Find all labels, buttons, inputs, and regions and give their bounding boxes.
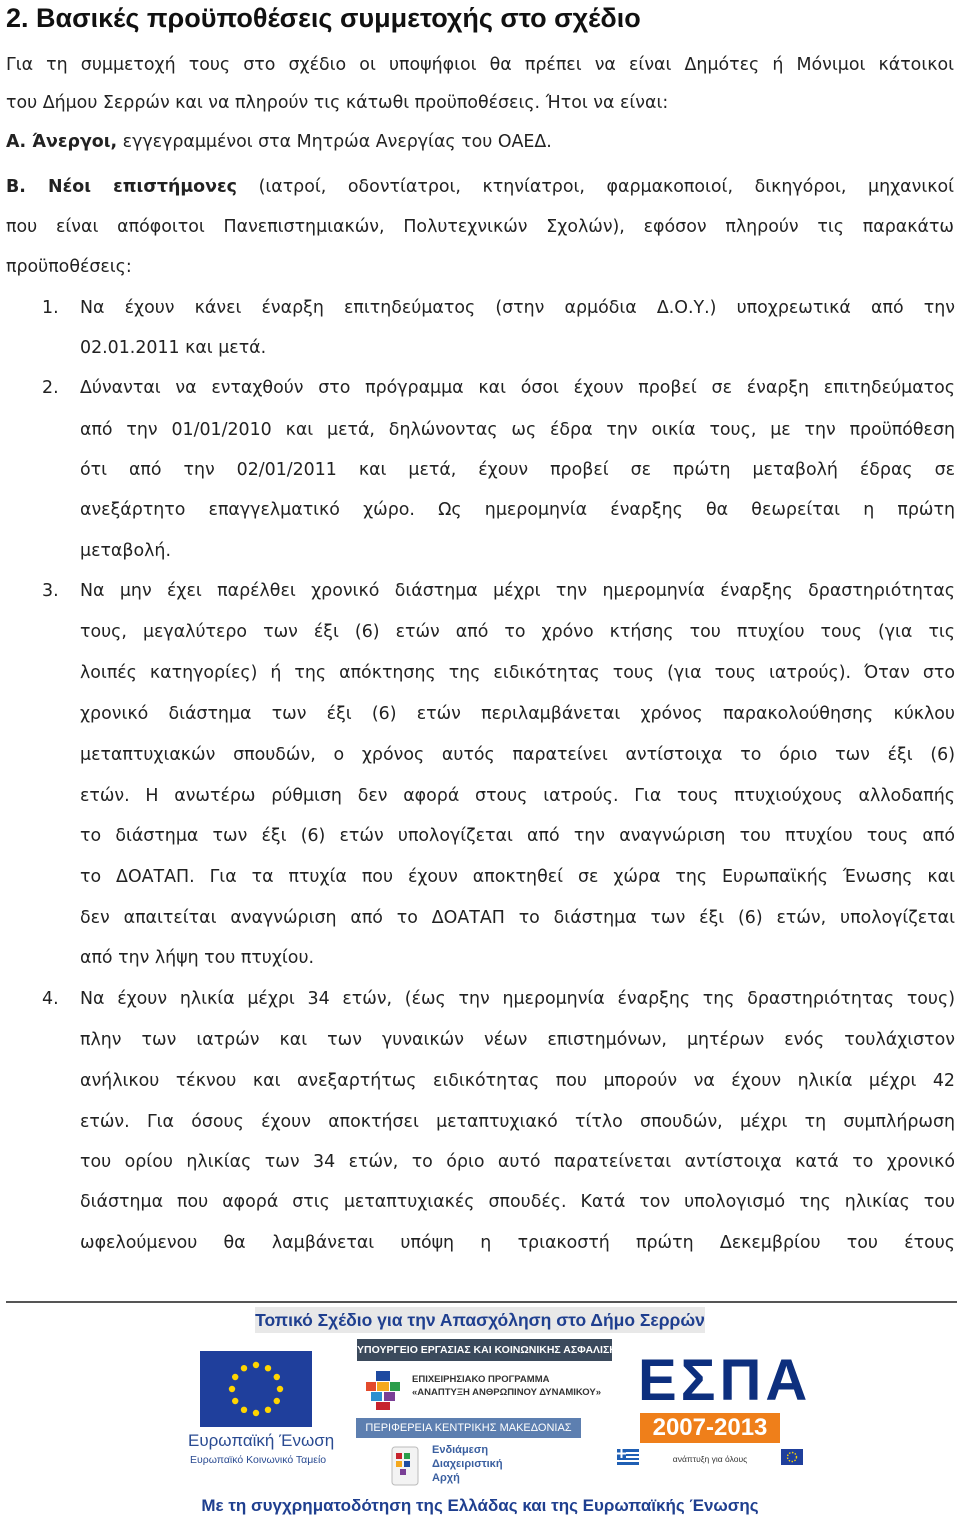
epan-logo-icon (362, 1371, 404, 1411)
item-4-line-3: ανήλικου τέκνου και ανεξαρτήτως ειδικότητας που μπορούν να έχουν ηλικία μέχρι 42 (80, 1071, 955, 1091)
authority-logo (388, 1443, 568, 1491)
section-b-line-1 (6, 175, 954, 199)
section-heading: 2. Βασικές προϋποθέσεις συμμετοχής στο σχέδιο (6, 3, 641, 33)
program-name-line-1: ΕΠΙΧΕΙΡΗΣΙΑΚΟ ΠΡΟΓΡΑΜΜΑ (412, 1374, 550, 1385)
espa-years: 2007-2013 (640, 1413, 780, 1443)
espa-motto: ανάπτυξη για όλους (672, 1454, 748, 1464)
authority-name-line-1: Ενδιάμεση (432, 1444, 489, 1456)
page-footer (0, 1303, 960, 1521)
cofinancing-statement: Με τη συγχρηματοδότηση της Ελλάδας και της Ευρωπαϊκής Ένωσης (201, 1496, 759, 1515)
section-b-label: Β. Νέοι επιστήμονες (6, 177, 237, 197)
authority-name-line-2: Διαχειριστική (432, 1458, 503, 1470)
item-1-line-2: 02.01.2011 και μετά. (80, 338, 267, 358)
program-name-line-2: «ΑΝΑΠΤΥΞΗ ΑΝΘΡΩΠΙΝΟΥ ΔΥΝΑΜΙΚΟΥ» (412, 1387, 602, 1398)
authority-name (432, 1443, 552, 1485)
item-2-line-4: ανεξάρτητο επαγγελματικό χώρο. Ως ημερομηνία έναρξης θα θεωρείται η πρώτη (80, 500, 955, 520)
item-3-line-1: Να μην έχει παρέλθει χρονικό διάστημα μέχρι την ημερομηνία έναρξης δραστηριότητας (80, 581, 955, 601)
item-4-line-6: διάστημα που αφορά στις μεταπτυχιακές σπουδές. Κατά τον υπολογισμό της ηλικίας του (80, 1192, 955, 1212)
authority-name-line-3: Αρχή (432, 1472, 460, 1484)
item-3-line-9: δεν απαιτείται αναγνώριση από το ΔΟΑΤΑΠ το διάστημα των έξι (6) ετών, υπολογίζεται (80, 908, 955, 928)
section-a (6, 130, 552, 154)
section-b-line-1-rest: (ιατροί, οδοντίατροι, κτηνίατροι, φαρμακοποιοί, δικηγόροι, μηχανικοί (236, 177, 955, 197)
item-4-line-2: πλην των ιατρών και των γυναικών νέων επιστημόνων, μητέρων ενός τουλάχιστον (80, 1030, 955, 1050)
item-3-line-8: το ΔΟΑΤΑΠ. Για τα πτυχία που έχουν αποκτηθεί σε χώρα της Ευρωπαϊκής Ένωσης και (80, 867, 955, 887)
item-3-line-5: μεταπτυχιακών σπουδών, ο χρόνος αυτός παρατείνει αντίστοιχα το όριο των έξι (6) (80, 745, 955, 765)
item-3-line-6: ετών. Η ανωτέρω ρύθμιση δεν αφορά στους ιατρούς. Για τους πτυχιούχους αλλοδαπής (80, 786, 955, 806)
item-1-number: 1. (42, 298, 59, 318)
section-a-text: εγγεγραμμένοι στα Μητρώα Ανεργίας του ΟΑΕΔ. (117, 132, 552, 152)
item-2-line-2: από την 01/01/2010 και μετά, δηλώνοντας ως έδρα την οικία τους, με την προϋπόθεση (80, 420, 955, 440)
item-4-line-7: ωφελούμενου θα λαμβάνεται υπόψη η τριακοστή πρώτη Δεκεμβρίου του έτους (80, 1233, 955, 1253)
item-2-line-3: ότι από την 02/01/2011 και μετά, έχουν προβεί σε πρώτη μεταβολή έδρας σε (80, 460, 955, 480)
item-2-line-5: μεταβολή. (80, 541, 171, 561)
eu-name: Ευρωπαϊκή Ένωση (188, 1431, 335, 1450)
item-3-line-7: το διάστημα των έξι (6) ετών υπολογίζεται από την αναγνώριση του πτυχίου τους από (80, 826, 955, 846)
item-1-line-1: Να έχουν κάνει έναρξη επιτηδεύματος (στην αρμόδια Δ.Ο.Υ.) υποχρεωτικά από την (80, 298, 955, 318)
item-4-line-5: του ορίου ηλικίας των 34 ετών, το όριο αυτό παρατείνεται αντίστοιχα κατά το χρονικό (80, 1152, 955, 1172)
section-b-line-2: που είναι απόφοιτοι Πανεπιστημιακών, Πολυτεχνικών Σχολών), εφόσον πληρούν τις παρακάτω (6, 217, 954, 237)
eu-small-flag-icon (781, 1449, 803, 1465)
item-3-line-2: τους, μεγαλύτερο των έξι (6) ετών από το χρόνο κτήσης του πτυχίου τους (για τις (80, 622, 955, 642)
authority-logo-icon (388, 1445, 422, 1487)
intro-line-1: Για τη συμμετοχή τους στο σχέδιο οι υποψήφιοι θα πρέπει να είναι Δημότες ή Μόνιμοι κάτοικοι (6, 55, 954, 75)
ministry-banner: ΥΠΟΥΡΓΕΙΟ ΕΡΓΑΣΙΑΣ ΚΑΙ ΚΟΙΝΩΝΙΚΗΣ ΑΣΦΑΛΙΣΗΣ (357, 1339, 612, 1361)
greek-flag-icon (617, 1449, 639, 1465)
item-4-number: 4. (42, 989, 59, 1009)
item-2-line-1: Δύνανται να ενταχθούν στο πρόγραμμα και όσοι έχουν προβεί σε έναρξη επιτηδεύματος (80, 378, 955, 398)
section-b-line-3: προϋποθέσεις: (6, 257, 132, 277)
eu-fund-name: Ευρωπαϊκό Κοινωνικό Ταμείο (190, 1454, 327, 1466)
item-3-number: 3. (42, 581, 59, 601)
program-logo (362, 1365, 622, 1415)
eu-flag-icon (200, 1351, 312, 1427)
item-4-line-1: Να έχουν ηλικία μέχρι 34 ετών, (έως την ημερομηνία έναρξης της δραστηριότητας τους) (80, 989, 955, 1009)
item-2-number: 2. (42, 378, 59, 398)
item-3-line-4: χρονικό διάστημα των έξι (6) ετών περιλαμβάνεται χρόνος παρακολούθησης κύκλου (80, 704, 955, 724)
region-banner: ΠΕΡΙΦΕΡΕΙΑ ΚΕΝΤΡΙΚΗΣ ΜΑΚΕΔΟΝΙΑΣ (356, 1418, 581, 1438)
footer-title: Τοπικό Σχέδιο για την Απασχόληση στο Δήμο Σερρών (255, 1307, 705, 1333)
section-a-label: Α. Άνεργοι, (6, 132, 118, 152)
item-4-line-4: ετών. Για όσους έχουν αποκτήσει μεταπτυχιακό τίτλο σπουδών, μέχρι τη συμπλήρωση (80, 1112, 955, 1132)
item-3-line-3: λοιπές κατηγορίες) ή της απόκτησης της ειδικότητας τους (για τους ιατρούς). Όταν στο (80, 663, 955, 683)
program-name (412, 1373, 601, 1399)
item-3-line-10: από την λήψη του πτυχίου. (80, 948, 315, 968)
espa-logo: ΕΣΠΑ (638, 1348, 812, 1413)
intro-line-2: του Δήμου Σερρών και να πληρούν τις κάτωθι προϋποθέσεις. Ήτοι να είναι: (6, 93, 669, 113)
